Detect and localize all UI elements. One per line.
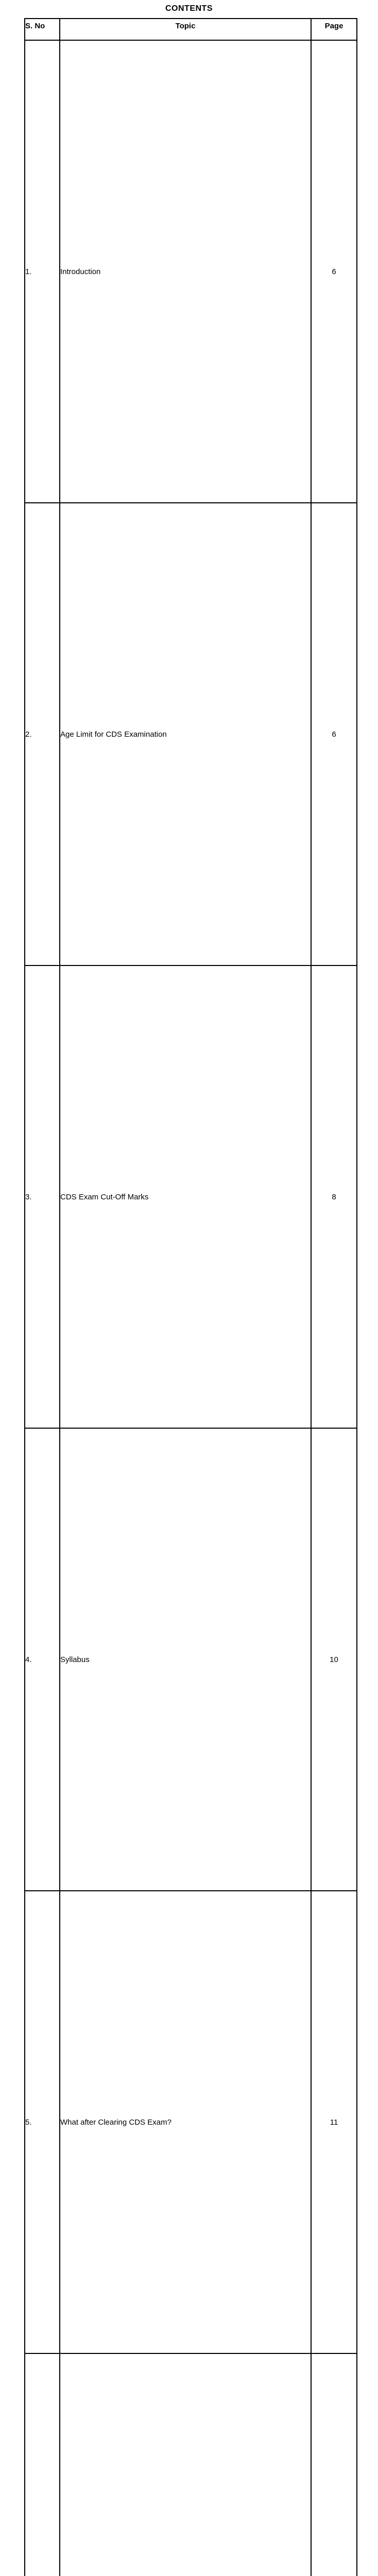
col-header-topic: Topic [60, 19, 311, 40]
row-page [311, 2353, 357, 2576]
row-page: 6 [311, 503, 357, 965]
row-serial: 3. [25, 965, 60, 1428]
table-row [25, 40, 357, 503]
row-serial: 1. [25, 40, 60, 503]
row-page: 11 [311, 1891, 357, 2353]
col-header-sno: S. No [25, 19, 60, 40]
contents-table [24, 18, 357, 2576]
row-topic [60, 2353, 311, 2576]
row-topic: CDS Exam Cut-Off Marks [60, 965, 311, 1428]
row-page: 10 [311, 1428, 357, 1891]
col-header-page: Page [311, 19, 357, 40]
row-topic: What after Clearing CDS Exam? [60, 1891, 311, 2353]
table-row [25, 503, 357, 965]
table-header-row [25, 19, 357, 40]
table-row [25, 2353, 357, 2576]
row-topic: Age Limit for CDS Examination [60, 503, 311, 965]
table-row [25, 965, 357, 1428]
row-serial: 4. [25, 1428, 60, 1891]
row-serial: 2. [25, 503, 60, 965]
row-serial: 5. [25, 1891, 60, 2353]
row-topic: Syllabus [60, 1428, 311, 1891]
page-title: CONTENTS [165, 4, 213, 13]
row-topic: Introduction [60, 40, 311, 503]
row-page: 8 [311, 965, 357, 1428]
row-serial [25, 2353, 60, 2576]
table-row [25, 1428, 357, 1891]
row-page: 6 [311, 40, 357, 503]
table-row [25, 1891, 357, 2353]
